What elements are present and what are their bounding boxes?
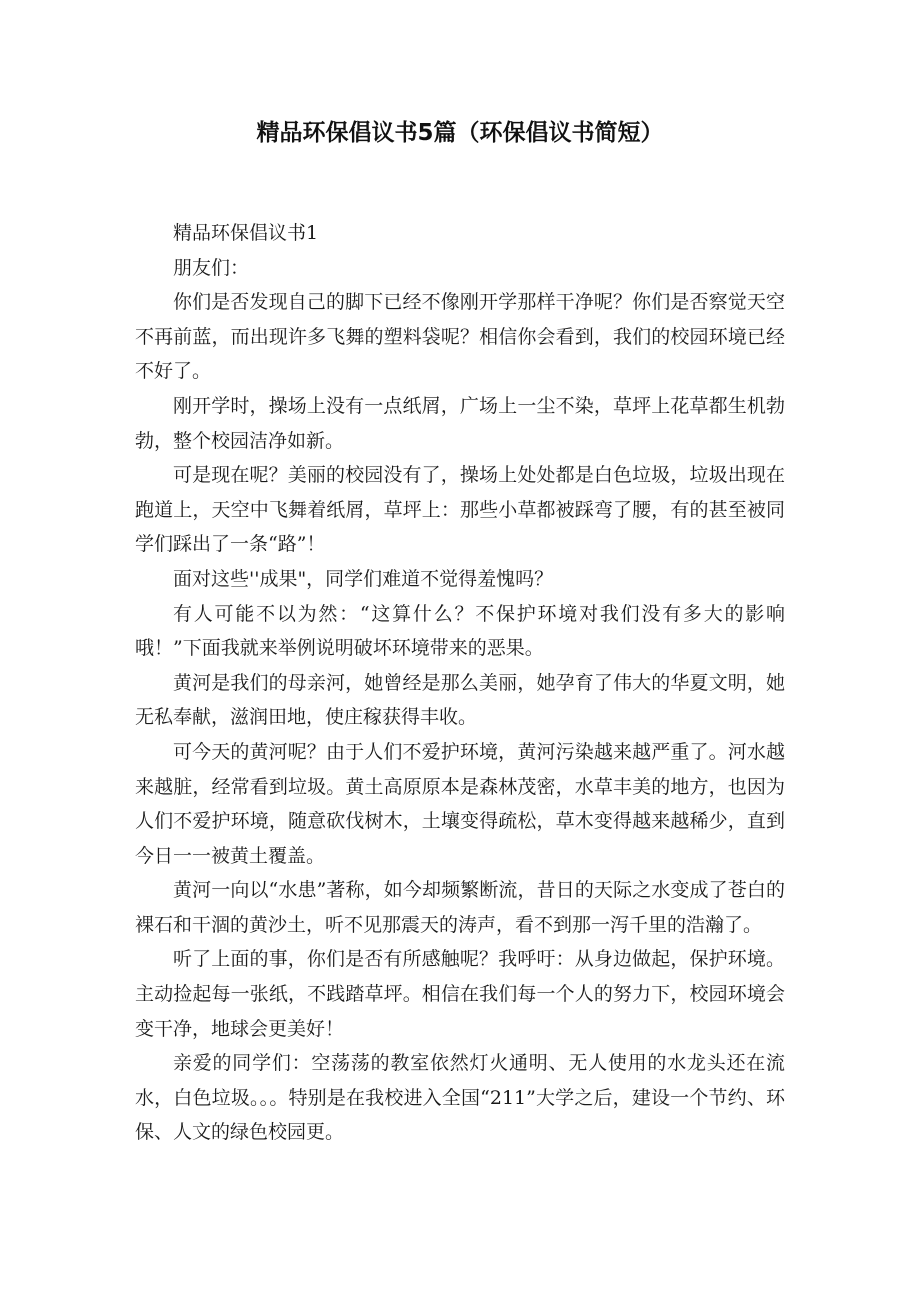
paragraph: 黄河是我们的母亲河，她曾经是那么美丽，她孕育了伟大的华夏文明，她无私奉献，滋润田地，使庄稼获得丰收。 (135, 671, 785, 729)
salutation: 朋友们： (173, 256, 250, 279)
paragraph: 可今天的黄河呢？由于人们不爱护环境，黄河污染越来越严重了。河水越来越脏，经常看到垃圾。黄土高原原本是森林茂密，水草丰美的地方，也因为人们不爱护环境，随意砍伐树木，土壤变得疏松，草木变得越来越稀少，直到今日一一被黄土覆盖。 (135, 740, 785, 867)
paragraph: 你们是否发现自己的脚下已经不像刚开学那样干净呢？你们是否察觉天空不再前蓝，而出现许多飞舞的塑料袋呢？相信你会看到，我们的校园环境已经不好了。 (135, 291, 785, 383)
paragraph: 刚开学时，操场上没有一点纸屑，广场上一尘不染，草坪上花草都生机勃勃，整个校园洁净如新。 (135, 394, 785, 452)
paragraph: 有人可能不以为然：“这算什么？不保护环境对我们没有多大的影响哦！”下面我就来举例说明破坏环境带来的恶果。 (135, 602, 785, 660)
paragraph: 听了上面的事，你们是否有所感触呢？我呼吁：从身边做起，保护环境。主动捡起每一张纸，不践踏草坪。相信在我们每一个人的努力下，校园环境会变干净，地球会更美好！ (135, 948, 785, 1040)
document-title: 精品环保倡议书5篇（环保倡议书简短） (256, 120, 664, 146)
document-body (135, 216, 785, 1150)
paragraph: 亲爱的同学们：空荡荡的教室依然灯火通明、无人使用的水龙头还在流水，白色垃圾。。。特别是在我校进入全国“211”大学之后，建设一个节约、环保、人文的绿色校园更。 (135, 1052, 785, 1144)
paragraph: 黄河一向以“水患”著称，如今却频繁断流，昔日的天际之水变成了苍白的裸石和干涸的黄沙土，听不见那震天的涛声，看不到那一泻千里的浩瀚了。 (135, 879, 785, 936)
section-title: 精品环保倡议书1 (173, 222, 319, 244)
paragraph: 可是现在呢？美丽的校园没有了，操场上处处都是白色垃圾，垃圾出现在跑道上，天空中飞舞着纸屑，草坪上：那些小草都被踩弯了腰，有的甚至被同学们踩出了一条“路”！ (135, 464, 785, 556)
paragraph: 面对这些''成果"，同学们难道不觉得羞愧吗？ (173, 567, 554, 590)
